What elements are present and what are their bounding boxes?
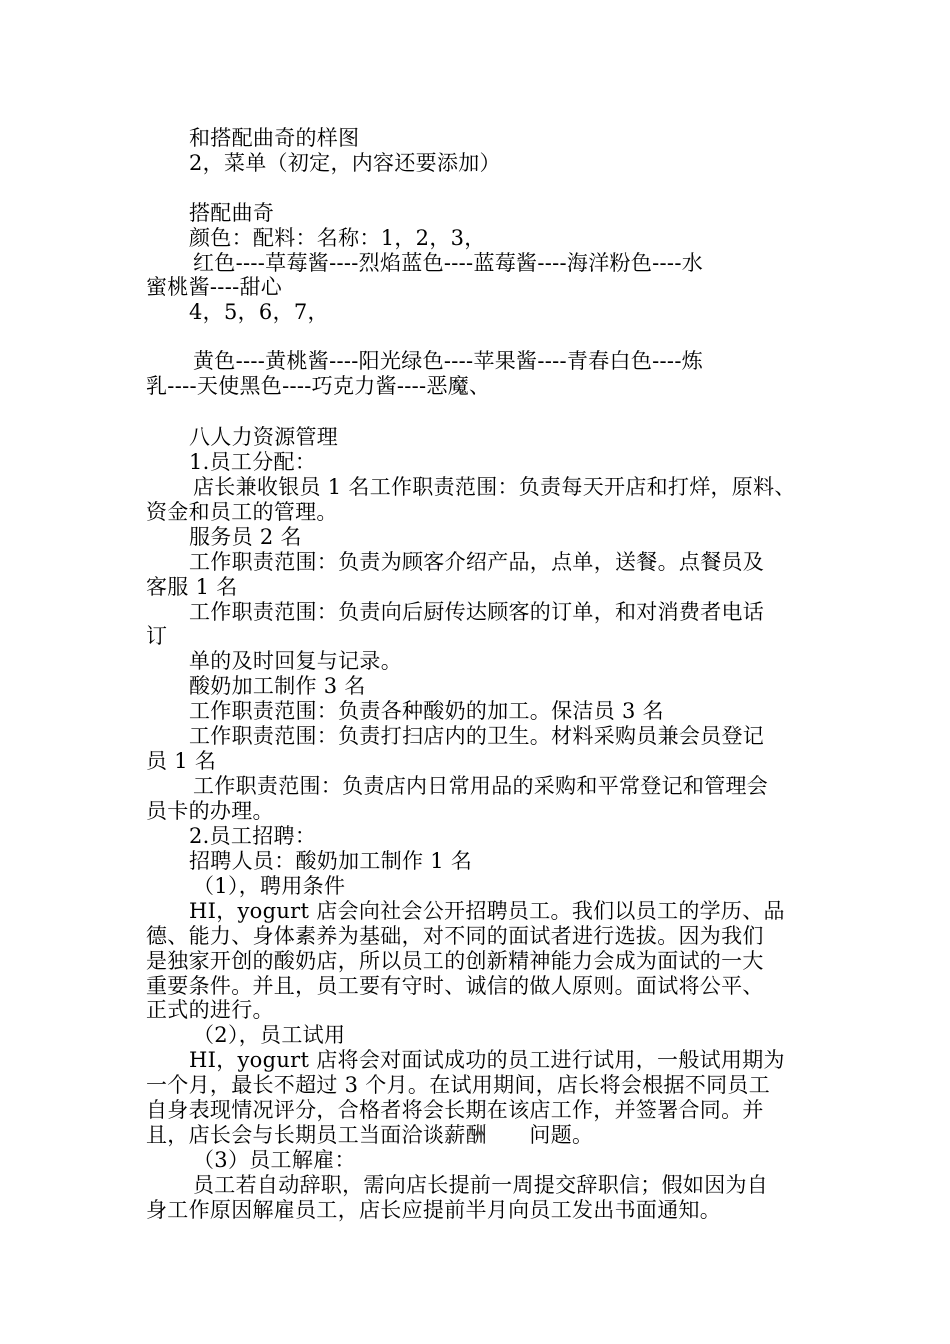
- text-line: 工作职责范围：负责店内日常用品的采购和平常登记和管理会: [193, 774, 769, 798]
- cookie-heading: 搭配曲奇: [189, 201, 275, 225]
- text-line: 一个月，最长不超过 3 个月。在试用期间，店长将会根据不同员工: [146, 1073, 771, 1097]
- text-line: 资金和员工的管理。: [146, 500, 338, 524]
- text-line: 4，5，6，7，: [189, 300, 329, 324]
- text-line: 单的及时回复与记录。: [189, 649, 402, 673]
- text-line: 和搭配曲奇的样图: [189, 126, 360, 150]
- clause-heading: （3）员工解雇：: [193, 1148, 356, 1172]
- menu-heading: 2，菜单（初定，内容还要添加）: [189, 151, 501, 175]
- text-line: 工作职责范围：负责为顾客介绍产品，点单，送餐。点餐员及: [189, 550, 765, 574]
- text-line: 自身表现情况评分，合格者将会长期在该店工作，并签署合同。并: [146, 1098, 764, 1122]
- text-line: 工作职责范围：负责向后厨传达顾客的订单，和对消费者电话: [189, 600, 765, 624]
- text-line: 店长兼收银员 1 名工作职责范围：负责每天开店和打烊，原料、: [193, 475, 796, 499]
- text-line: 招聘人员：酸奶加工制作 1 名: [189, 849, 473, 873]
- text-line: 服务员 2 名: [189, 525, 302, 549]
- text-line: HI，yogurt 店将会对面试成功的员工进行试用，一般试用期为: [189, 1048, 785, 1072]
- text-line: 员 1 名: [146, 749, 217, 773]
- text-line: 重要条件。并且，员工要有守时、诚信的做人原则。面试将公平、: [146, 974, 764, 998]
- text-line: 订: [146, 624, 168, 648]
- text-line: 客服 1 名: [146, 575, 238, 599]
- text-line: 员卡的办理。: [146, 799, 274, 823]
- text-line: 蜜桃酱----甜心: [146, 275, 283, 299]
- text-line: 德、能力、身体素养为基础，对不同的面试者进行选拔。因为我们: [146, 924, 764, 948]
- text-line: 正式的进行。: [146, 998, 274, 1022]
- text-line: HI，yogurt 店会向社会公开招聘员工。我们以员工的学历、品: [189, 899, 785, 923]
- text-line: 是独家开创的酸奶店，所以员工的创新精神能力会成为面试的一大: [146, 949, 764, 973]
- clause-heading: （2），员工试用: [193, 1023, 346, 1047]
- subsection-heading: 2.员工招聘：: [189, 824, 317, 848]
- text-line: 员工若自动辞职，需向店长提前一周提交辞职信；假如因为自: [193, 1173, 769, 1197]
- text-line: 颜色：配料：名称：1，2，3，: [189, 226, 486, 250]
- text-line: 黄色----黄桃酱----阳光绿色----苹果酱----青春白色----炼: [193, 349, 704, 373]
- text-line: 工作职责范围：负责各种酸奶的加工。保洁员 3 名: [189, 699, 664, 723]
- text-line: 且，店长会与长期员工当面洽谈薪酬 问题。: [146, 1123, 594, 1147]
- text-line: 红色----草莓酱----烈焰蓝色----蓝莓酱----海洋粉色----水: [193, 251, 704, 275]
- text-line: 身工作原因解雇员工，店长应提前半月向员工发出书面通知。: [146, 1198, 722, 1222]
- text-line: 乳----天使黑色----巧克力酱----恶魔、: [146, 374, 491, 398]
- clause-heading: （1），聘用条件: [193, 874, 346, 898]
- section-heading: 八人力资源管理: [189, 425, 339, 449]
- text-line: 酸奶加工制作 3 名: [189, 674, 366, 698]
- text-line: 工作职责范围：负责打扫店内的卫生。材料采购员兼会员登记: [189, 724, 765, 748]
- subsection-heading: 1.员工分配：: [189, 450, 317, 474]
